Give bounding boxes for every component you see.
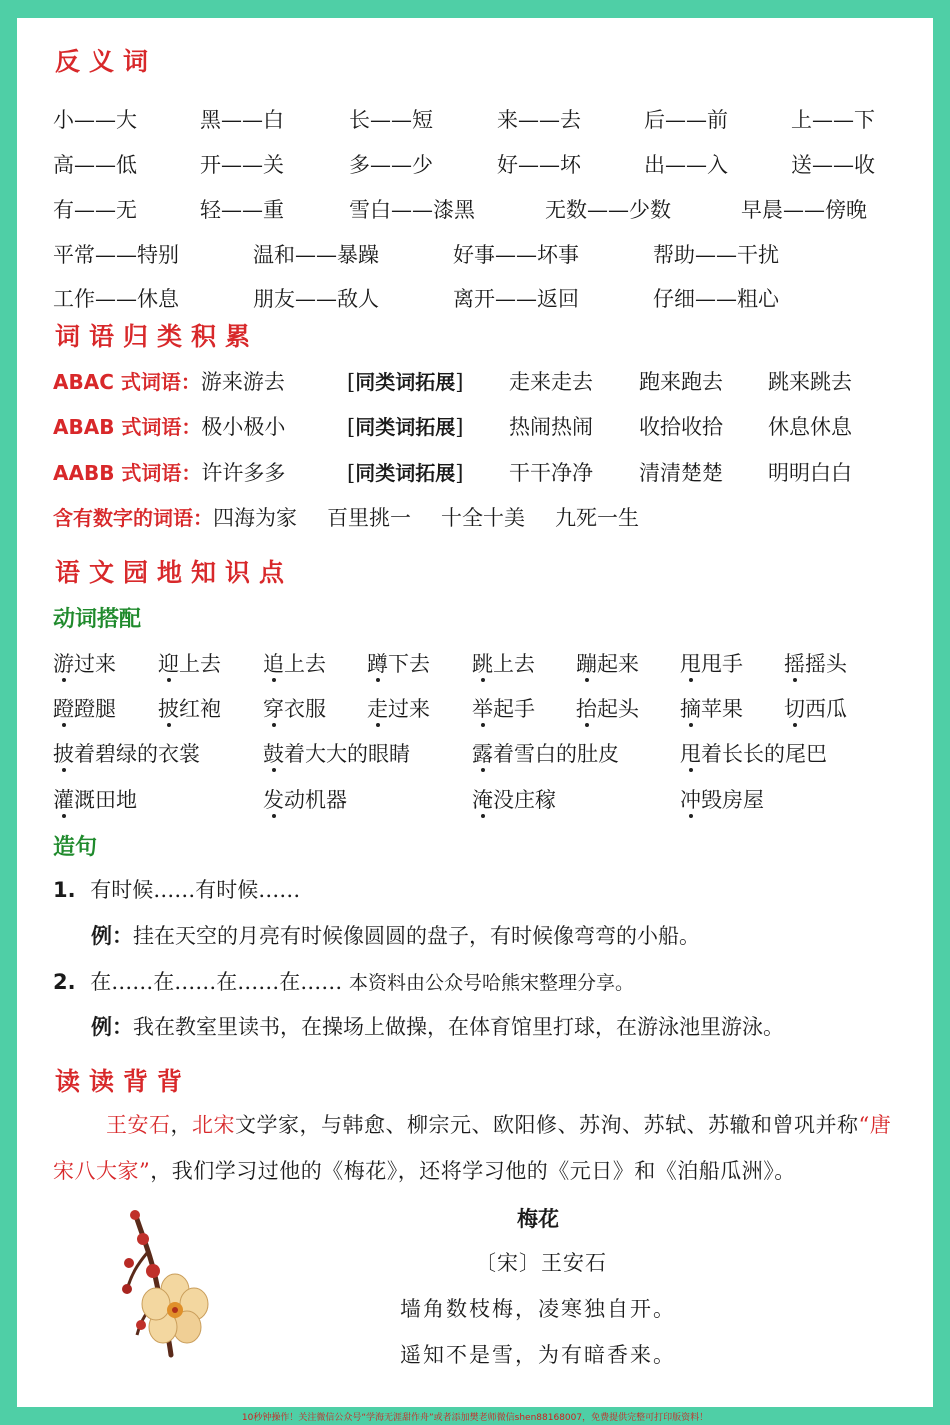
verb-phrase: 发动机器 — [263, 788, 347, 812]
plum-blossom-illustration — [107, 1205, 227, 1375]
verb-phrase: 露着雪白的肚皮 — [472, 742, 619, 766]
antonym-pair: 出——入 — [644, 153, 728, 177]
poem-author: 〔宋〕王安石 — [475, 1251, 607, 1275]
emphasis-dot — [793, 678, 797, 682]
sentence-2 — [53, 966, 634, 996]
poem-line-2: 遥知不是雪，为有暗香来。 — [400, 1343, 676, 1367]
emphasis-dot — [62, 814, 66, 818]
antonym-pair: 朋友——敌人 — [253, 287, 379, 311]
poet-intro-line2 — [53, 1155, 796, 1185]
extension-word: 明明白白 — [768, 461, 852, 485]
verb-phrase: 蹬蹬腿 — [53, 697, 116, 721]
emphasis-dot — [272, 678, 276, 682]
eight-masters-1: “唐 — [858, 1113, 892, 1137]
extension-word: 休息休息 — [768, 415, 852, 439]
source-note: 本资料由公众号哈熊宋整理分享。 — [348, 972, 634, 994]
garden-title: 语文园地知识点 — [55, 558, 294, 587]
comma: ， — [170, 1113, 192, 1137]
extension-word: 热闹热闹 — [509, 415, 593, 439]
extension-label: [同类词拓展] — [347, 461, 464, 485]
emphasis-dot — [62, 723, 66, 727]
emphasis-dot — [793, 723, 797, 727]
emphasis-dot — [689, 723, 693, 727]
example-label: 例： — [91, 1015, 133, 1039]
verb-phrase: 切西瓜 — [784, 697, 847, 721]
eight-masters-2: 宋八大家” — [53, 1159, 151, 1183]
poem-line-1: 墙角数枝梅，凌寒独自开。 — [400, 1297, 676, 1321]
emphasis-dot — [689, 768, 693, 772]
word-groups-title: 词语归类积累 — [55, 322, 260, 351]
antonym-pair: 小——大 — [53, 108, 137, 132]
emphasis-dot — [481, 814, 485, 818]
footer-banner: 10秒钟操作！关注微信公众号“学海无涯甜作舟”或者添加樊老师微信shen88168007，免费提供完整可打印版资料！ — [241, 1413, 709, 1423]
antonym-pair: 有——无 — [53, 198, 137, 222]
emphasis-dot — [585, 678, 589, 682]
verb-phrase: 摘苹果 — [680, 697, 743, 721]
number-words-label: 含有数字的词语： — [53, 506, 213, 530]
antonym-pair: 温和——暴躁 — [253, 243, 379, 267]
verb-phrase: 披着碧绿的衣裳 — [53, 742, 200, 766]
number-word: 百里挑一 — [327, 506, 411, 530]
antonym-pair: 轻——重 — [200, 198, 284, 222]
verb-phrase: 追上去 — [263, 652, 326, 676]
number-word: 十全十美 — [441, 506, 525, 530]
emphasis-dot — [376, 723, 380, 727]
verb-phrase: 淹没庄稼 — [472, 788, 556, 812]
antonym-pair: 来——去 — [497, 108, 581, 132]
antonym-pair: 送——收 — [791, 153, 875, 177]
sentence-title: 造句 — [53, 835, 98, 860]
verb-collocation-title: 动词搭配 — [53, 607, 142, 632]
sentence-1-example — [91, 920, 700, 950]
extension-word: 收拾收拾 — [639, 415, 723, 439]
extension-label: [同类词拓展] — [347, 415, 464, 439]
sentence-1-number: 1. — [53, 878, 76, 902]
antonym-pair: 无数——少数 — [545, 198, 671, 222]
number-words — [213, 506, 639, 530]
extension-word: 干干净净 — [509, 461, 593, 485]
antonym-pair: 帮助——干扰 — [653, 243, 779, 267]
antonym-pair: 长——短 — [349, 108, 433, 132]
number-word: 九死一生 — [555, 506, 639, 530]
poet-dynasty: 北宋 — [192, 1113, 235, 1137]
word-group-row — [53, 411, 285, 441]
emphasis-dot — [167, 678, 171, 682]
antonym-pair: 黑——白 — [200, 108, 284, 132]
antonym-pair: 好——坏 — [497, 153, 581, 177]
emphasis-dot — [585, 723, 589, 727]
example-text: 我在教室里读书，在操场上做操，在体育馆里打球，在游泳池里游泳。 — [133, 1015, 784, 1039]
antonym-pair: 好事——坏事 — [453, 243, 579, 267]
poem-title: 梅花 — [517, 1207, 559, 1231]
extension-word: 跳来跳去 — [768, 370, 852, 394]
extension-word: 跑来跑去 — [639, 370, 723, 394]
verb-phrase: 灌溉田地 — [53, 788, 137, 812]
verb-phrase: 蹦起来 — [576, 652, 639, 676]
poet-intro-line1 — [106, 1109, 891, 1139]
example-label: 例： — [91, 924, 133, 948]
verb-phrase: 蹲下去 — [367, 652, 430, 676]
verb-phrase: 甩甩手 — [680, 652, 743, 676]
reading-title: 读读背背 — [55, 1067, 192, 1096]
word-group-row — [53, 366, 285, 396]
emphasis-dot — [481, 723, 485, 727]
emphasis-dot — [272, 768, 276, 772]
verb-phrase: 跳上去 — [472, 652, 535, 676]
antonym-pair: 雪白——漆黑 — [349, 198, 475, 222]
extension-word: 清清楚楚 — [639, 461, 723, 485]
verb-phrase: 穿衣服 — [263, 697, 326, 721]
word-group-example: 游来游去 — [200, 370, 285, 394]
emphasis-dot — [272, 814, 276, 818]
word-group-row — [53, 457, 285, 487]
word-group-example: 极小极小 — [201, 415, 286, 439]
verb-phrase: 摇摇头 — [784, 652, 847, 676]
poet-name: 王安石 — [106, 1113, 171, 1137]
word-group-example: 许许多多 — [201, 461, 286, 485]
sentence-2-example — [91, 1011, 784, 1041]
word-group-label: ABAB 式词语： — [53, 415, 202, 439]
antonym-pair: 高——低 — [53, 153, 137, 177]
verb-phrase: 冲毁房屋 — [680, 788, 764, 812]
verb-phrase: 鼓着大大的眼睛 — [263, 742, 410, 766]
extension-label: [同类词拓展] — [347, 370, 464, 394]
emphasis-dot — [272, 723, 276, 727]
poet-intro-end: ，我们学习过他的《梅花》，还将学习他的《元日》和《泊船瓜洲》。 — [150, 1159, 796, 1183]
antonym-pair: 早晨——傍晚 — [741, 198, 867, 222]
sentence-2-pattern: 在……在……在……在…… — [90, 970, 343, 994]
verb-phrase: 抬起头 — [576, 697, 639, 721]
antonym-pair: 平常——特别 — [53, 243, 179, 267]
antonym-pair: 开——关 — [200, 153, 284, 177]
emphasis-dot — [376, 678, 380, 682]
emphasis-dot — [62, 768, 66, 772]
sentence-2-number: 2. — [53, 970, 76, 994]
verb-phrase: 举起手 — [472, 697, 535, 721]
worksheet-page — [17, 18, 933, 1407]
antonym-pair: 后——前 — [644, 108, 728, 132]
poet-intro-text: 文学家，与韩愈、柳宗元、欧阳修、苏洵、苏轼、苏辙和曾巩并称 — [235, 1113, 859, 1137]
antonym-pair: 多——少 — [349, 153, 433, 177]
emphasis-dot — [62, 678, 66, 682]
antonym-pair: 上——下 — [791, 108, 875, 132]
emphasis-dot — [481, 768, 485, 772]
emphasis-dot — [481, 678, 485, 682]
verb-phrase: 披红袍 — [158, 697, 221, 721]
antonyms-title: 反义词 — [55, 47, 158, 76]
sentence-1 — [53, 874, 300, 904]
number-words-row — [53, 502, 639, 532]
verb-phrase: 甩着长长的尾巴 — [680, 742, 827, 766]
number-word: 四海为家 — [213, 506, 297, 530]
verb-phrase: 游过来 — [53, 652, 116, 676]
antonym-pair: 仔细——粗心 — [653, 287, 779, 311]
word-group-label: AABB 式词语： — [53, 461, 202, 485]
emphasis-dot — [167, 723, 171, 727]
word-group-label: ABAC 式词语： — [53, 370, 201, 394]
antonym-pair: 离开——返回 — [453, 287, 579, 311]
emphasis-dot — [689, 814, 693, 818]
verb-phrase: 迎上去 — [158, 652, 221, 676]
emphasis-dot — [689, 678, 693, 682]
sentence-1-pattern: 有时候……有时候…… — [90, 878, 301, 902]
example-text: 挂在天空的月亮有时候像圆圆的盘子，有时候像弯弯的小船。 — [133, 924, 700, 948]
verb-phrase: 走过来 — [367, 697, 430, 721]
extension-word: 走来走去 — [509, 370, 593, 394]
antonym-pair: 工作——休息 — [53, 287, 179, 311]
